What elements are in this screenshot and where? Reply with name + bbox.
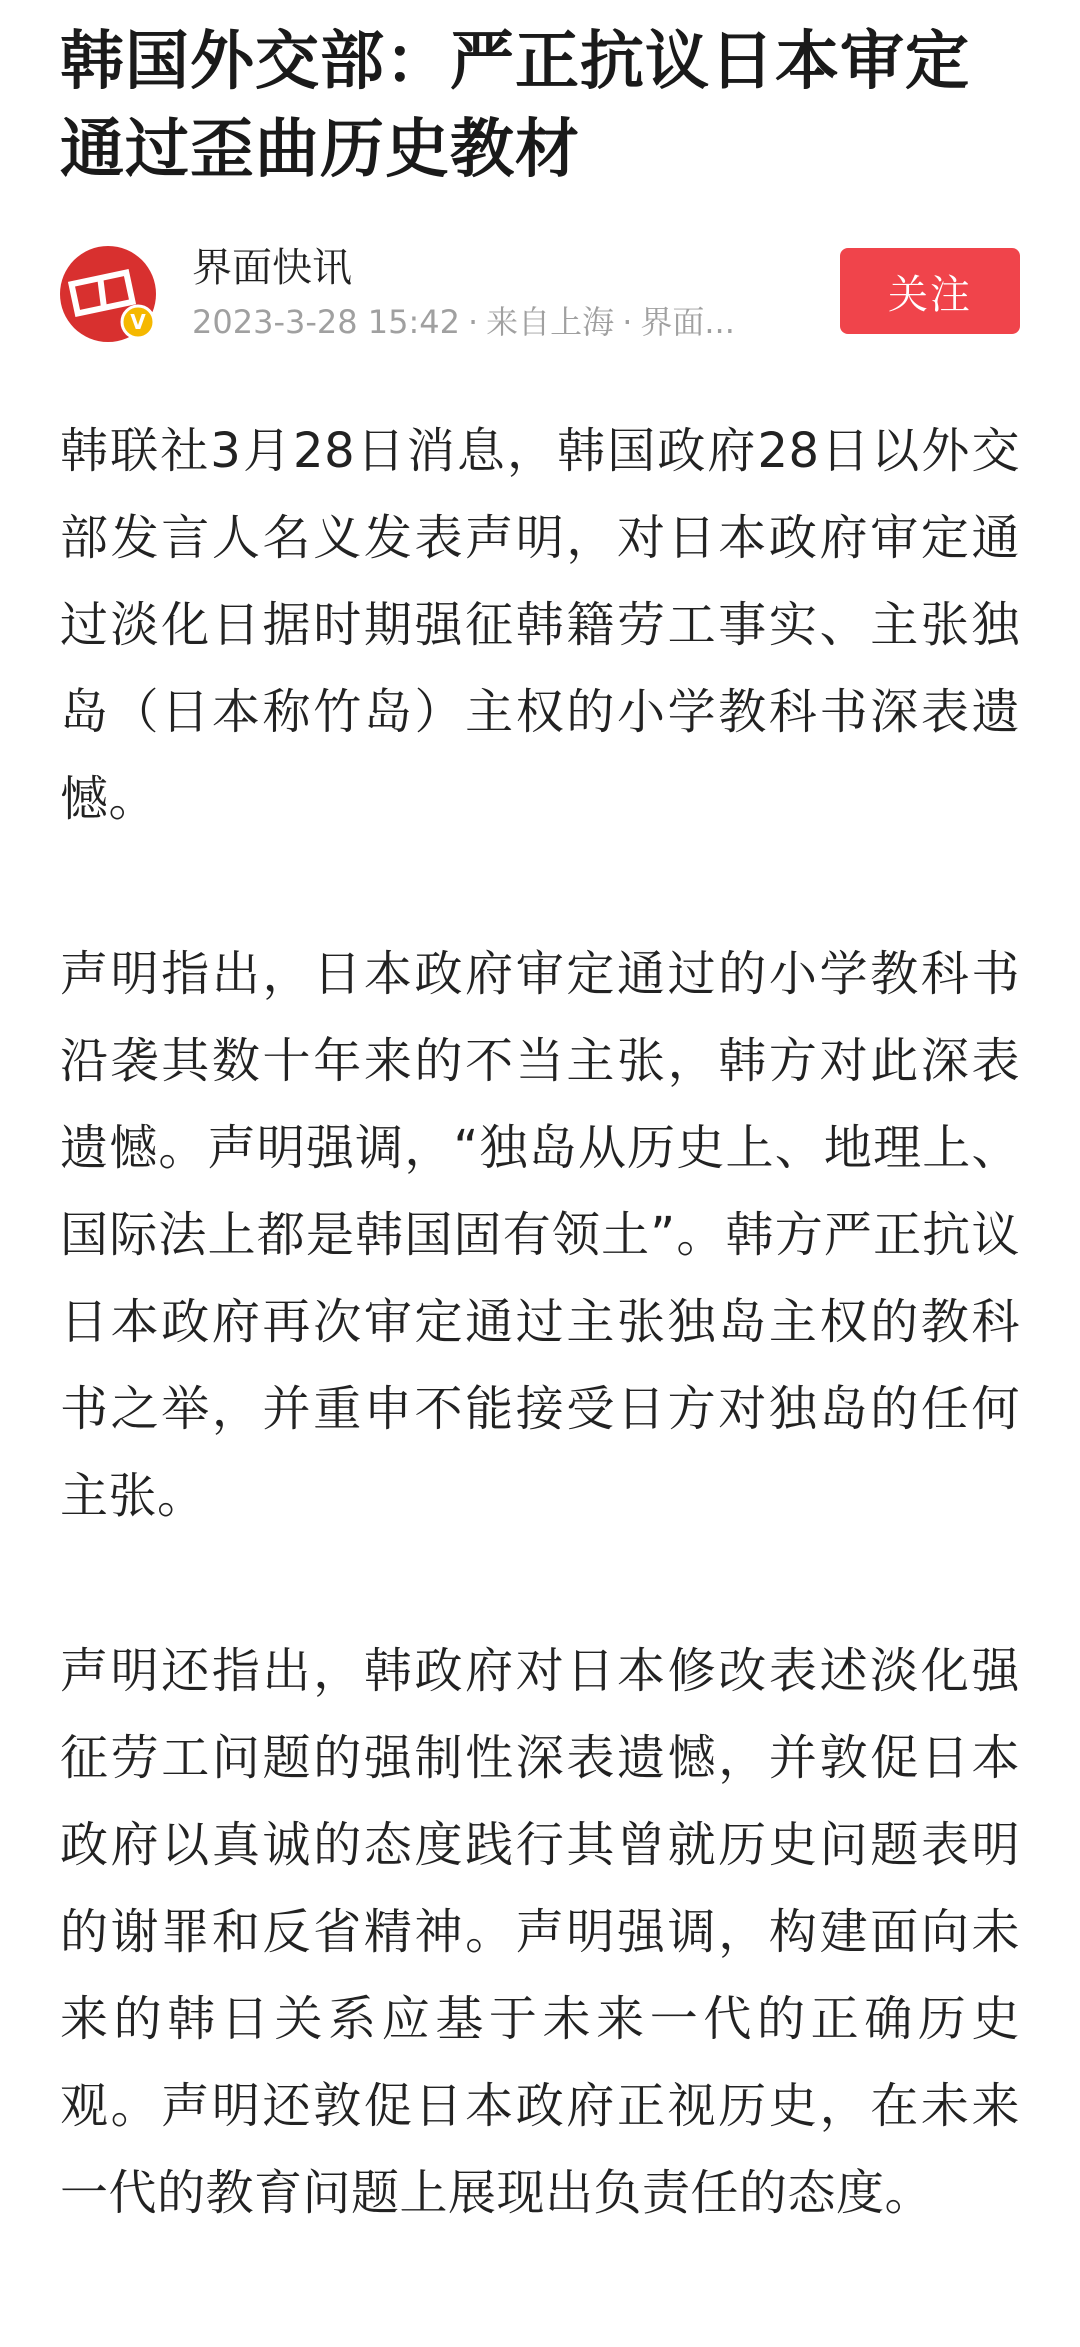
publish-source: 界面... — [640, 303, 735, 341]
author-name[interactable]: 界面快讯 — [192, 245, 352, 291]
author-avatar[interactable] — [60, 246, 156, 342]
author-info — [192, 242, 812, 342]
article-paragraph: 声明还指出，韩政府对日本修改表述淡化强征劳工问题的强制性深表遗憾，并敦促日本政府以真诚的态度践行其曾就历史问题表明的谢罪和反省精神。声明强调，构建面向未来的韩日关系应基于未来一代的正确历史观。声明还敦促日本政府正视历史，在未来一代的教育问题上展现出负责任的态度。 — [60, 1643, 1020, 2221]
publish-location: 来自上海 — [486, 303, 615, 341]
jiemian-logo-icon — [60, 246, 156, 342]
follow-button[interactable]: 关注 — [840, 248, 1020, 334]
author-row — [60, 236, 1020, 356]
svg-text:V: V — [130, 310, 146, 334]
meta-separator: · — [468, 303, 479, 341]
article-paragraph: 韩联社3月28日消息，韩国政府28日以外交部发言人名义发表声明，对日本政府审定通过淡化日据时期强征韩籍劳工事实、主张独岛（日本称竹岛）主权的小学教科书深表遗憾。 — [60, 423, 1020, 827]
article-meta — [192, 302, 812, 342]
publish-date: 2023-3-28 15:42 — [192, 303, 460, 341]
article-paragraph: 声明指出，日本政府审定通过的小学教科书沿袭其数十年来的不当主张，韩方对此深表遗憾。声明强调，“独岛从历史上、地理上、国际法上都是韩国固有领土”。韩方严正抗议日本政府再次审定通过主张独岛主权的教科书之举，并重申不能接受日方对独岛的任何主张。 — [60, 946, 1020, 1524]
article-body — [60, 408, 1020, 2237]
meta-separator: · — [622, 303, 633, 341]
article-title: 韩国外交部：严正抗议日本审定通过歪曲历史教材 — [60, 25, 970, 187]
